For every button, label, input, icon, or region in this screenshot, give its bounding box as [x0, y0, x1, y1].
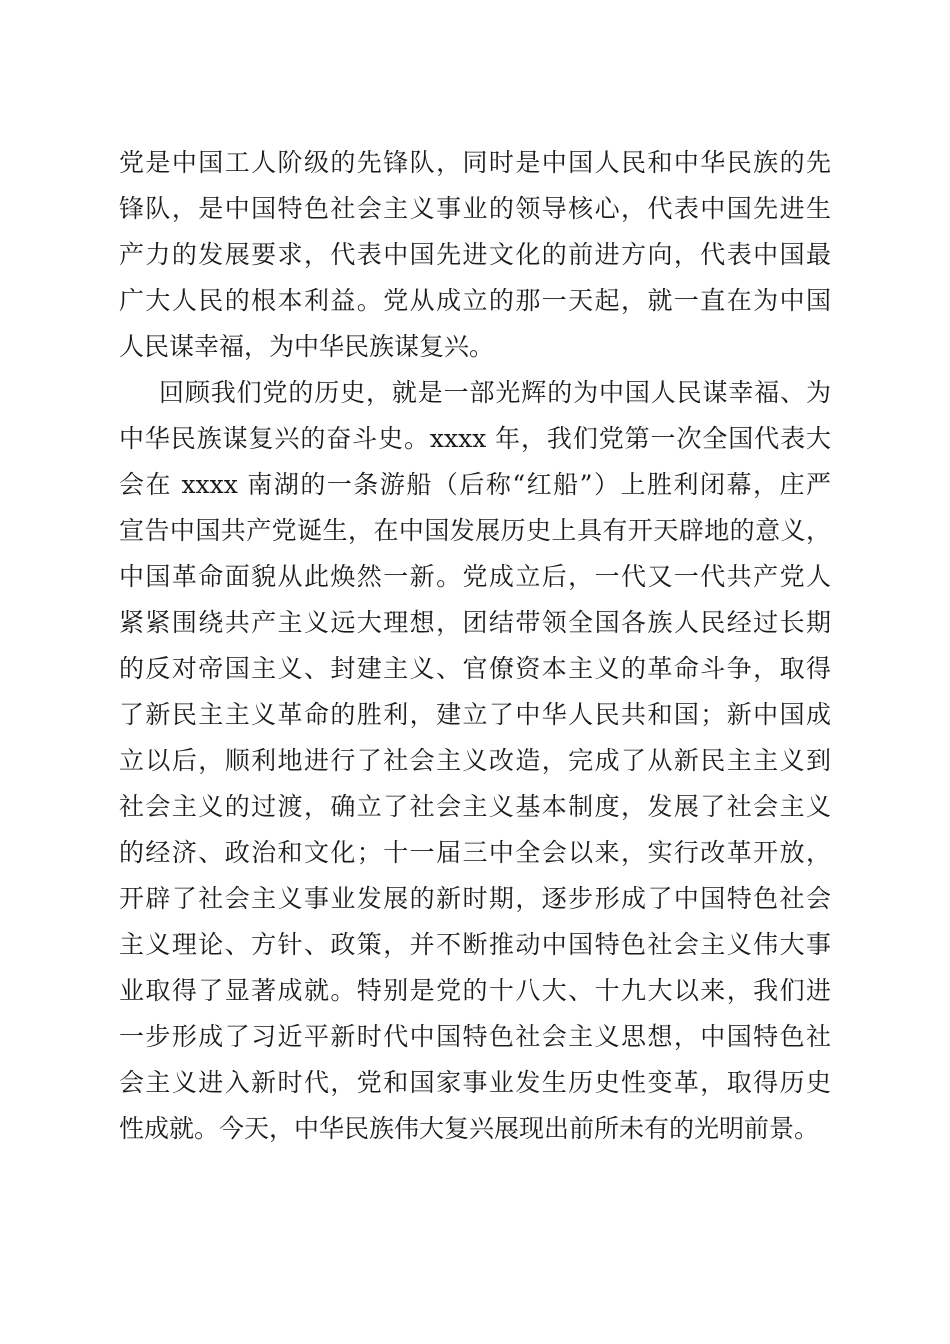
text-line: 中国革命面貌从此焕然一新。党成立后，一代又一代共产党人	[119, 562, 831, 591]
text-line: 宣告中国共产党诞生，在中国发展历史上具有开天辟地的意义，	[119, 516, 831, 545]
text-line: 的反对帝国主义、封建主义、官僚资本主义的革命斗争，取得	[119, 654, 831, 683]
text-line: 性成就。今天，中华民族伟大复兴展现出前所未有的光明前景。	[119, 1114, 820, 1143]
text-line: 开辟了社会主义事业发展的新时期，逐步形成了中国特色社会	[119, 884, 831, 913]
text-line: 主义理论、方针、政策，并不断推动中国特色社会主义伟大事	[119, 930, 831, 959]
text-line: 中华民族谋复兴的奋斗史。xxxx 年，我们党第一次全国代表大	[119, 424, 831, 453]
text-line: 广大人民的根本利益。党从成立的那一天起，就一直在为中国	[119, 286, 831, 315]
text-line: 党是中国工人阶级的先锋队，同时是中国人民和中华民族的先	[119, 148, 831, 177]
body-text	[119, 140, 831, 1152]
text-line: 会主义进入新时代，党和国家事业发生历史性变革，取得历史	[119, 1068, 831, 1097]
text-line: 产力的发展要求，代表中国先进文化的前进方向，代表中国最	[119, 240, 831, 269]
text-line: 的经济、政治和文化；十一届三中全会以来，实行改革开放，	[119, 838, 831, 867]
text-line: 立以后，顺利地进行了社会主义改造，完成了从新民主主义到	[119, 746, 831, 775]
paragraph	[119, 140, 831, 370]
text-line: 回顾我们党的历史，就是一部光辉的为中国人民谋幸福、为	[159, 378, 831, 407]
paragraph	[119, 370, 831, 1152]
text-line: 业取得了显著成就。特别是党的十八大、十九大以来，我们进	[119, 976, 831, 1005]
text-line: 紧紧围绕共产主义远大理想，团结带领全国各族人民经过长期	[119, 608, 831, 637]
text-line: 一步形成了习近平新时代中国特色社会主义思想，中国特色社	[119, 1022, 831, 1051]
text-line: 社会主义的过渡，确立了社会主义基本制度，发展了社会主义	[119, 792, 831, 821]
text-line: 会在 xxxx 南湖的一条游船（后称“红船”）上胜利闭幕，庄严	[119, 470, 831, 499]
text-line: 人民谋幸福，为中华民族谋复兴。	[119, 332, 495, 361]
text-line: 锋队，是中国特色社会主义事业的领导核心，代表中国先进生	[119, 194, 831, 223]
text-line: 了新民主主义革命的胜利，建立了中华人民共和国；新中国成	[119, 700, 831, 729]
